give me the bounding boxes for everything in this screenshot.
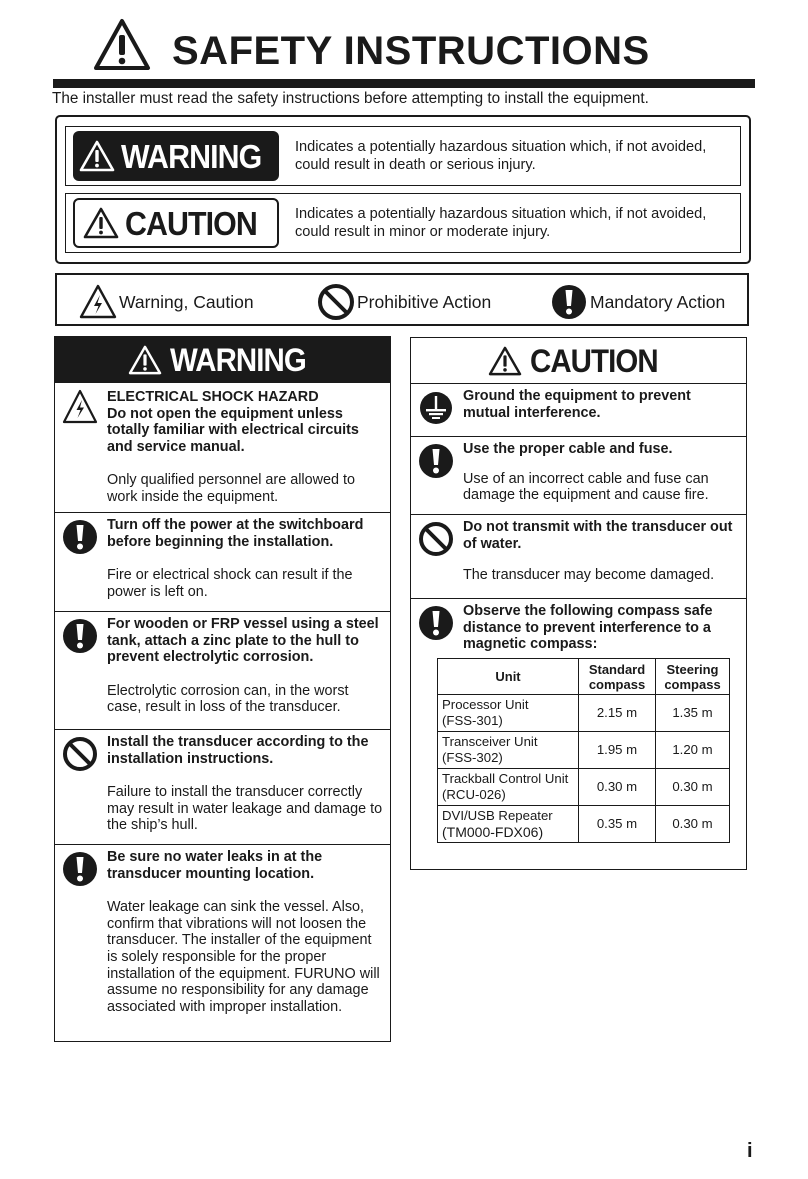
signal-word-legend — [55, 115, 751, 264]
electric-hazard-icon — [62, 389, 98, 425]
page-title: SAFETY INSTRUCTIONS — [172, 29, 650, 73]
table-cell-unit — [438, 695, 579, 732]
warning-triangle-icon — [488, 346, 522, 376]
table-cell-steering: 0.30 m — [656, 806, 730, 843]
table-row — [438, 732, 730, 769]
symbol-mandatory — [550, 283, 725, 321]
legend-row-caution — [65, 193, 741, 253]
symbol-legend — [55, 273, 749, 326]
warning-label — [73, 131, 279, 181]
symbol-warning-label: Warning, Caution — [119, 291, 254, 312]
table-header-standard: Standard compass — [579, 659, 656, 695]
warning-panel-title: WARNING — [169, 342, 306, 378]
unit-model: (FSS-302) — [442, 750, 503, 765]
warning-item — [55, 729, 390, 844]
caution-description: Indicates a potentially hazardous situation which, if not avoided, could result in minor or moderate injury. — [295, 206, 707, 240]
warning-panel — [54, 336, 391, 1042]
caution-panel-header — [411, 338, 746, 384]
table-row — [438, 769, 730, 806]
caution-panel-title: CAUTION — [530, 342, 658, 379]
warning-item-text: Water leakage can sink the vessel. Also, confirm that vibrations will not loosen the transducer. The installer of the equipment is solely responsible for the proper installation of the equipment. FURUNO will assume no responsibility for any damage associated with improper installation. — [107, 899, 380, 1015]
warning-item-bold: Install the transducer according to the installation instructions. — [107, 734, 369, 767]
symbol-prohibitive-label: Prohibitive Action — [357, 291, 492, 312]
caution-panel — [410, 337, 747, 870]
mandatory-icon — [62, 618, 98, 654]
warning-item-text: Electrolytic corrosion can, in the worst case, result in loss of the transducer. — [107, 682, 349, 716]
warning-word: WARNING — [120, 137, 262, 175]
unit-name: Processor Unit — [442, 697, 529, 712]
warning-item-bold: Be sure no water leaks in at the transducer mounting location. — [107, 849, 323, 882]
warning-item-text: Only qualified personnel are allowed to work inside the equipment. — [107, 472, 355, 505]
table-header-unit: Unit — [438, 659, 579, 695]
warning-item-bold: Do not open the equipment unless totally familiar with electrical circuits and service manual. — [107, 405, 359, 455]
table-cell-steering: 1.20 m — [656, 732, 730, 769]
table-cell-unit — [438, 806, 579, 843]
intro-text: The installer must read the safety instructions before attempting to install the equipment. — [52, 90, 649, 107]
table-cell-standard: 0.30 m — [579, 769, 656, 806]
caution-item-bold: Ground the equipment to prevent mutual interference. — [463, 388, 691, 421]
warning-description: Indicates a potentially hazardous situation which, if not avoided, could result in death or serious injury. — [295, 139, 707, 173]
warning-item-text: Fire or electrical shock can result if the power is left on. — [107, 567, 353, 600]
warning-triangle-icon — [79, 140, 115, 172]
table-header-row — [438, 659, 730, 695]
warning-triangle-icon — [128, 345, 162, 375]
warning-triangle-icon — [83, 207, 119, 239]
warning-panel-header — [55, 337, 390, 383]
table-row — [438, 806, 730, 843]
table-header-steering: Steering compass — [656, 659, 730, 695]
unit-name: Trackball Control Unit — [442, 771, 569, 786]
caution-item — [411, 514, 746, 598]
table-cell-steering: 0.30 m — [656, 769, 730, 806]
symbol-prohibitive — [317, 283, 491, 321]
mandatory-icon — [550, 283, 588, 321]
table-cell-unit — [438, 769, 579, 806]
warning-item-bold: Turn off the power at the switchboard before beginning the installation. — [107, 517, 364, 550]
legend-row-warning — [65, 126, 741, 186]
warning-triangle-icon — [93, 18, 151, 72]
mandatory-icon — [418, 443, 454, 479]
table-cell-steering: 1.35 m — [656, 695, 730, 732]
warning-item — [55, 512, 390, 611]
mandatory-icon — [62, 851, 98, 887]
warning-item-text: Failure to install the transducer correctly may result in water leakage and damage to the ship’s hull. — [107, 784, 383, 834]
table-cell-standard: 2.15 m — [579, 695, 656, 732]
caution-item-text: Use of an incorrect cable and fuse can damage the equipment and cause fire. — [463, 470, 709, 504]
warning-item-heading: ELECTRICAL SHOCK HAZARD — [107, 389, 319, 405]
unit-name: DVI/USB Repeater — [442, 808, 553, 823]
unit-name: Transceiver Unit — [442, 734, 538, 749]
caution-word: CAUTION — [125, 204, 258, 242]
warning-item-bold: For wooden or FRP vessel using a steel tank, attach a zinc plate to the hull to prevent electrolytic corrosion. — [107, 616, 379, 666]
page-number: i — [747, 1140, 753, 1162]
unit-model: (RCU-026) — [442, 787, 506, 802]
table-cell-standard: 0.35 m — [579, 806, 656, 843]
table-cell-unit — [438, 732, 579, 769]
symbol-warning — [79, 283, 254, 321]
caution-item-bold: Use the proper cable and fuse. — [463, 441, 673, 457]
prohibition-icon — [418, 521, 454, 557]
warning-item — [55, 383, 390, 510]
compass-distance-table — [437, 658, 730, 843]
prohibition-icon — [317, 283, 355, 321]
mandatory-icon — [418, 605, 454, 641]
caution-item-bold: Observe the following compass safe distance to prevent interference to a magnetic compass: — [463, 603, 713, 653]
caution-item-text: The transducer may become damaged. — [463, 567, 715, 584]
caution-item-bold: Do not transmit with the transducer out of water. — [463, 519, 733, 552]
title-rule — [53, 79, 755, 88]
warning-triangle-icon — [79, 283, 117, 321]
unit-model: (TM000-FDX06) — [442, 824, 544, 840]
warning-item — [55, 611, 390, 729]
table-row — [438, 695, 730, 732]
symbol-mandatory-label: Mandatory Action — [590, 291, 726, 312]
mandatory-icon — [62, 519, 98, 555]
prohibition-icon — [62, 736, 98, 772]
ground-icon — [418, 390, 454, 426]
caution-label — [73, 198, 279, 248]
caution-item — [411, 436, 746, 514]
unit-model: (FSS-301) — [442, 713, 503, 728]
warning-item — [55, 844, 390, 1040]
caution-item — [411, 384, 746, 436]
table-cell-standard: 1.95 m — [579, 732, 656, 769]
